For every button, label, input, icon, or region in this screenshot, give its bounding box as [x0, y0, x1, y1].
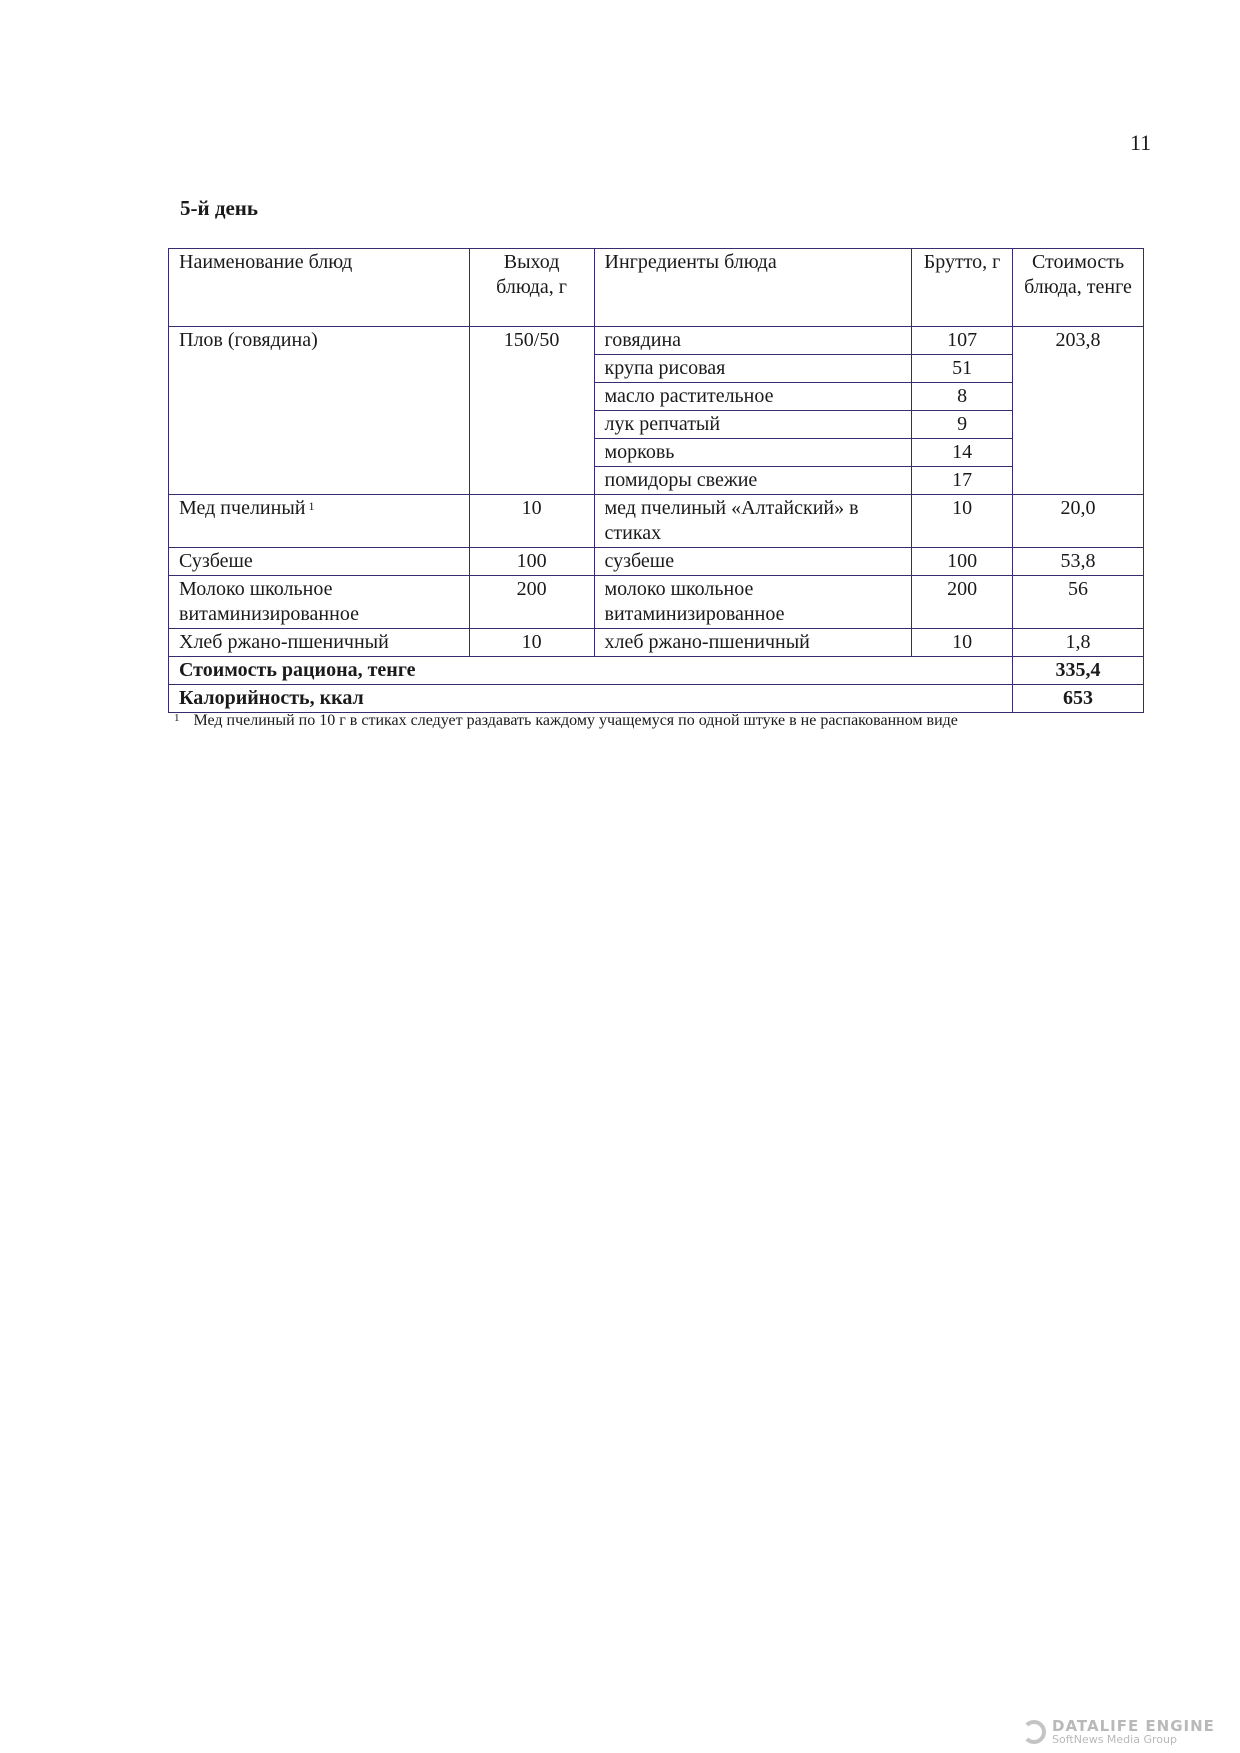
calories-label: Калорийность, ккал — [169, 685, 1013, 713]
dish-name: Сузбеше — [169, 548, 470, 576]
ingredient-name: говядина — [594, 327, 912, 355]
header-yield: Выход блюда, г — [469, 249, 594, 327]
total-cost-label: Стоимость рациона, тенге — [169, 657, 1013, 685]
table-row — [169, 495, 1144, 548]
dish-cost: 203,8 — [1013, 327, 1144, 495]
day-title: 5-й день — [180, 196, 258, 220]
dish-name-cell — [169, 495, 470, 548]
header-cost: Стоимость блюда, тенге — [1013, 249, 1144, 327]
table-row — [169, 548, 1144, 576]
watermark-text — [1052, 1718, 1215, 1746]
ingredient-name: сузбеше — [594, 548, 912, 576]
dish-cost: 1,8 — [1013, 629, 1144, 657]
ingredient-name: масло растительное — [594, 383, 912, 411]
ingredient-name: морковь — [594, 439, 912, 467]
total-row — [169, 657, 1144, 685]
watermark-brand: DATALIFE ENGINE — [1052, 1717, 1215, 1735]
header-dish: Наименование блюд — [169, 249, 470, 327]
table-header-row — [169, 249, 1144, 327]
ingredient-name: молоко школьное витаминизированное — [594, 576, 912, 629]
table-row — [169, 327, 1144, 355]
ingredient-gross: 10 — [912, 495, 1013, 548]
ingredient-gross: 8 — [912, 383, 1013, 411]
ingredient-gross: 10 — [912, 629, 1013, 657]
ingredient-name: лук репчатый — [594, 411, 912, 439]
page-number: 11 — [1130, 130, 1152, 155]
ingredient-name: мед пчелиный «Алтайский» в стиках — [594, 495, 912, 548]
ingredient-gross: 100 — [912, 548, 1013, 576]
dish-yield: 100 — [469, 548, 594, 576]
footnote — [174, 712, 1174, 730]
menu-table — [168, 248, 1144, 713]
ingredient-name: крупа рисовая — [594, 355, 912, 383]
total-cost-value: 335,4 — [1013, 657, 1144, 685]
dish-name: Мед пчелиный — [179, 497, 306, 519]
dish-yield: 150/50 — [469, 327, 594, 495]
header-ingredients: Ингредиенты блюда — [594, 249, 912, 327]
dish-name: Хлеб ржано-пшеничный — [169, 629, 470, 657]
dish-yield: 10 — [469, 495, 594, 548]
watermark — [1022, 1718, 1232, 1746]
ingredient-gross: 107 — [912, 327, 1013, 355]
dish-cost: 56 — [1013, 576, 1144, 629]
dish-yield: 10 — [469, 629, 594, 657]
dish-yield: 200 — [469, 576, 594, 629]
ingredient-gross: 200 — [912, 576, 1013, 629]
ingredient-gross: 14 — [912, 439, 1013, 467]
total-row — [169, 685, 1144, 713]
dish-cost: 20,0 — [1013, 495, 1144, 548]
ingredient-name: помидоры свежие — [594, 467, 912, 495]
ingredient-gross: 9 — [912, 411, 1013, 439]
table-row — [169, 629, 1144, 657]
ingredient-gross: 51 — [912, 355, 1013, 383]
calories-value: 653 — [1013, 685, 1144, 713]
ingredient-name: хлеб ржано-пшеничный — [594, 629, 912, 657]
dish-cost: 53,8 — [1013, 548, 1144, 576]
watermark-sub: SoftNews Media Group — [1052, 1733, 1177, 1746]
dish-name: Молоко школьное витаминизированное — [169, 576, 470, 629]
ingredient-gross: 17 — [912, 467, 1013, 495]
footnote-text: Мед пчелиный по 10 г в стиках следует раздавать каждому учащемуся по одной штуке в не распакованном виде — [193, 712, 958, 729]
footnote-mark: 1 — [174, 712, 180, 724]
datalife-logo-icon — [1022, 1720, 1046, 1744]
dish-name: Плов (говядина) — [169, 327, 470, 495]
footnote-marker: 1 — [308, 499, 315, 513]
header-gross: Брутто, г — [912, 249, 1013, 327]
table-row — [169, 576, 1144, 629]
